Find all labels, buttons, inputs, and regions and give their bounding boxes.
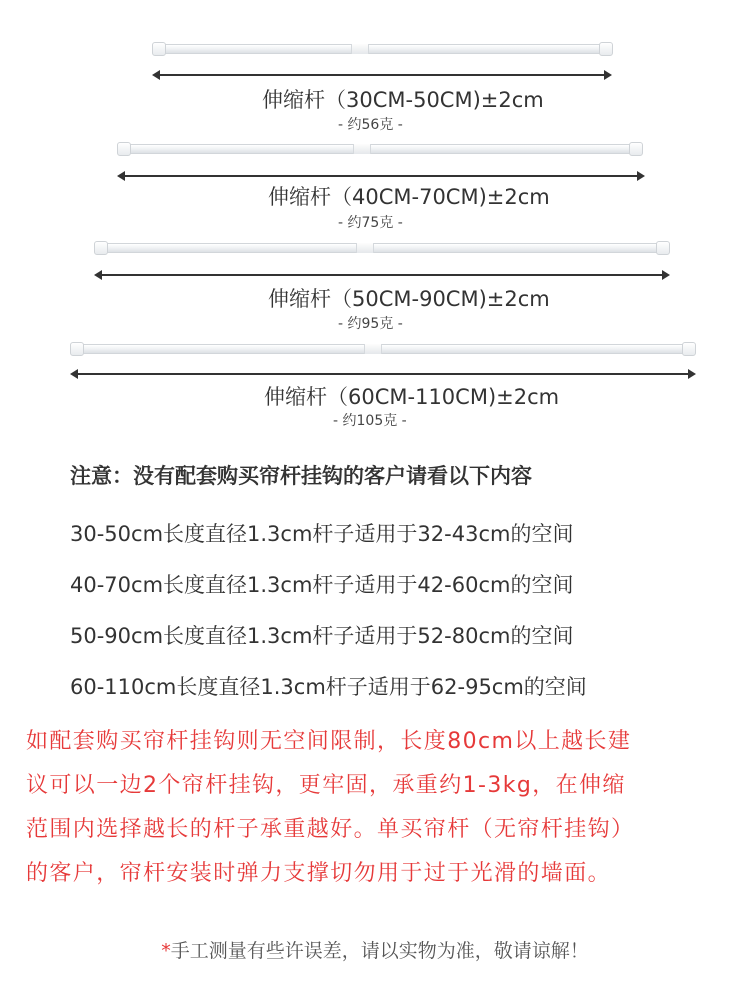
asterisk-icon: * — [161, 940, 171, 962]
arrow-line — [76, 373, 690, 375]
rod-image-3 — [97, 243, 667, 253]
notice-line: 范围内选择越长的杆子承重越好。单买帘杆（无帘杆挂钩） — [26, 817, 635, 842]
rod-end-cap — [152, 42, 166, 56]
rod-weight-2: - 约75克 - — [338, 215, 403, 231]
hook-notice — [26, 720, 726, 896]
rod-end-cap — [656, 241, 670, 255]
usage-notes — [70, 458, 730, 713]
disclaimer-text: 手工测量有些许误差，请以实物为准，敬请谅解！ — [170, 940, 589, 962]
length-arrow-1 — [152, 69, 612, 81]
rod-end-cap — [682, 342, 696, 356]
rod-spec-1: 伸缩杆（30CM-50CM)±2cm — [262, 88, 544, 112]
rod-spec-4: 伸缩杆（60CM-110CM)±2cm — [264, 385, 560, 409]
notes-line: 40-70cm长度直径1.3cm杆子适用于42-60cm的空间 — [70, 573, 574, 597]
measurement-disclaimer — [0, 936, 750, 963]
rod-end-cap — [117, 142, 131, 156]
arrow-line — [123, 175, 639, 177]
rod-weight-3: - 约95克 - — [338, 316, 403, 332]
arrow-right-head — [604, 70, 612, 80]
rod-block-2 — [0, 100, 750, 231]
notice-line: 的客户，帘杆安装时弹力支撑切勿用于过于光滑的墙面。 — [26, 861, 612, 886]
notes-title: 注意：没有配套购买帘杆挂钩的客户请看以下内容 — [70, 464, 532, 488]
rod-joint — [364, 344, 382, 354]
rod-end-cap — [70, 342, 84, 356]
rod-weight-1: - 约56克 - — [338, 117, 403, 133]
length-arrow-3 — [94, 269, 670, 281]
rod-spec-3: 伸缩杆（50CM-90CM)±2cm — [268, 287, 550, 311]
rod-block-1 — [0, 0, 750, 133]
arrow-line — [100, 274, 664, 276]
notice-line: 议可以一边2个帘杆挂钩，更牢固，承重约1-3kg，在伸缩 — [26, 773, 626, 798]
notes-line: 60-110cm长度直径1.3cm杆子适用于62-95cm的空间 — [70, 675, 587, 699]
rod-spec-2: 伸缩杆（40CM-70CM)±2cm — [268, 185, 550, 209]
arrow-right-head — [662, 270, 670, 280]
arrow-line — [158, 74, 606, 76]
notes-line: 50-90cm长度直径1.3cm杆子适用于52-80cm的空间 — [70, 624, 574, 648]
arrow-right-head — [688, 369, 696, 379]
rod-image-1 — [155, 44, 610, 54]
rod-block-3 — [0, 200, 750, 332]
rod-joint — [353, 144, 371, 154]
rod-image-2 — [120, 144, 640, 154]
rod-end-cap — [629, 142, 643, 156]
rod-joint — [356, 243, 374, 253]
arrow-right-head — [637, 171, 645, 181]
rod-end-cap — [599, 42, 613, 56]
rod-end-cap — [94, 241, 108, 255]
rod-weight-4: - 约105克 - — [333, 413, 407, 429]
length-arrow-4 — [70, 368, 696, 380]
rod-image-4 — [73, 344, 693, 354]
notes-line: 30-50cm长度直径1.3cm杆子适用于32-43cm的空间 — [70, 522, 574, 546]
rod-block-4 — [0, 300, 750, 429]
notice-line: 如配套购买帘杆挂钩则无空间限制，长度80cm以上越长建 — [26, 729, 632, 754]
rod-joint — [351, 44, 369, 54]
